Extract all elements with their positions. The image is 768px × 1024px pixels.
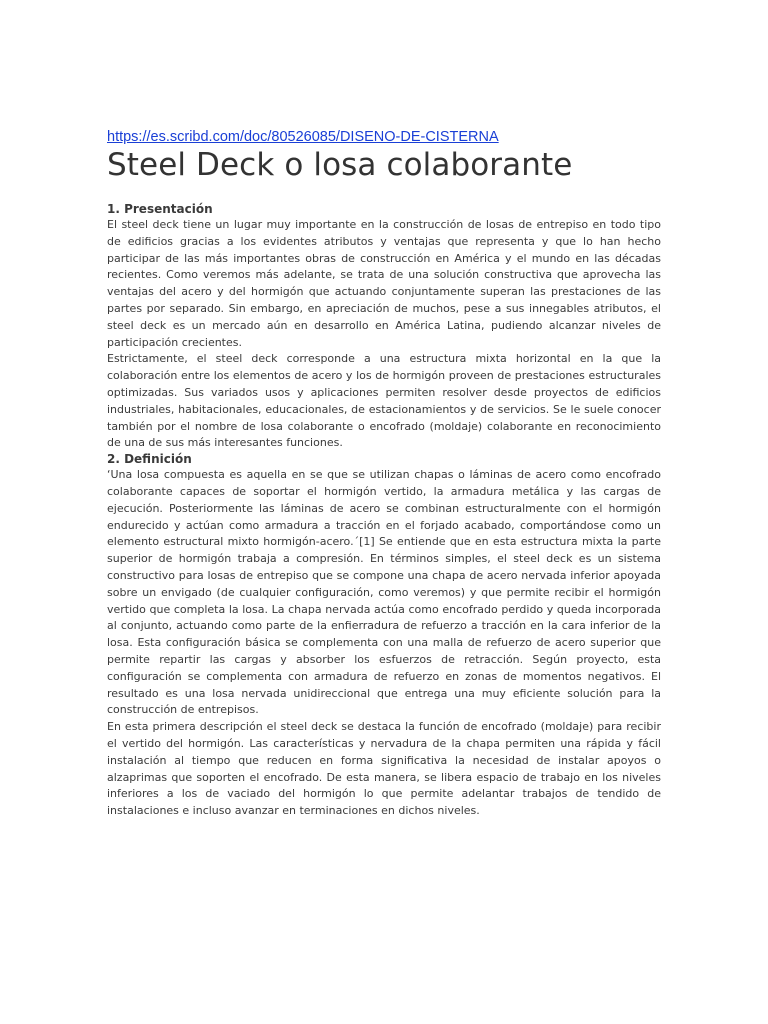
paragraph: ‘Una losa compuesta es aquella en se que se utilizan chapas o láminas de acero como encofrado colaborante capaces de soportar el hormigón vertido, la armadura metálica y las cargas de ejecución. Posteriormente las láminas de acero se combinan estructuralmente con el hormigón endurecido y actúan como armadura a tracción en el forjado acabado, comportándose como un elemento estructural mixto hormigón-acero.´[1] Se entiende que en esta estructura mixta la parte superior de hormigón trabaja a compresión. En términos simples, el steel deck es un sistema constructivo para losas de entrepiso que se compone una chapa de acero nervada inferior apoyada sobre un envigado (de cualquier configuración, como veremos) y que permite recibir el hormigón vertido que completa la losa. La chapa nervada actúa como encofrado perdido y queda incorporada al conjunto, actuando como parte de la enfierradura de refuerzo a tracción en la cara inferior de la losa. Esta configuración básica se complementa con una malla de refuerzo de acero superior que permite repartir las cargas y absorber los esfuerzos de retracción. Según proyecto, esta configuración se complementa con armadura de refuerzo en zonas de momentos negativos. El resultado es una losa nervada unidireccional que entrega una muy eficiente solución para la construcción de entrepisos. bbox=[107, 468, 661, 717]
document-title: Steel Deck o losa colaborante bbox=[107, 147, 573, 183]
section-heading: 2. Definición bbox=[107, 452, 192, 467]
source-link[interactable]: https://es.scribd.com/doc/80526085/DISENO-DE-CISTERNA bbox=[107, 129, 499, 145]
paragraph: En esta primera descripción el steel deck se destaca la función de encofrado (moldaje) para recibir el vertido del hormigón. Las características y nervadura de la chapa permiten una rápida y fácil instalación al tiempo que reducen en forma significativa la necesidad de instalar apoyos o alzaprimas que soporten el encofrado. De esta manera, se libera espacio de trabajo en los niveles inferiores a los de vaciado del hormigón lo que permite adelantar trabajos de tendido de instalaciones e incluso avanzar en terminaciones en dichos niveles. bbox=[107, 720, 661, 818]
section-presentacion bbox=[107, 202, 661, 452]
document-page bbox=[107, 128, 661, 820]
paragraph: Estrictamente, el steel deck corresponde a una estructura mixta horizontal en la que la colaboración entre los elementos de acero y los de hormigón proveen de prestaciones estructurales optimizadas. Sus variados usos y aplicaciones permiten resolver desde proyectos de edificios industriales, habitacionales, educacionales, de estacionamientos y de servicios. Se le suele conocer también por el nombre de losa colaborante o encofrado (moldaje) colaborante en reconocimiento de una de sus más interesantes funciones. bbox=[107, 352, 661, 450]
section-heading: 1. Presentación bbox=[107, 202, 213, 216]
paragraph: El steel deck tiene un lugar muy importante en la construcción de losas de entrepiso en todo tipo de edificios gracias a los evidentes atributos y ventajas que representa y que lo han hecho participar de las más importantes obras de construcción en América y el mundo en las décadas recientes. Como veremos más adelante, se trata de una solución constructiva que aprovecha las ventajas del acero y del hormigón que actuando conjuntamente superan las prestaciones de las partes por separado. Sin embargo, en apreciación de muchos, pese a sus innegables atributos, el steel deck es un mercado aún en desarrollo en América Latina, pudiendo alcanzar niveles de participación crecientes. bbox=[107, 218, 661, 349]
section-definicion bbox=[107, 452, 661, 820]
